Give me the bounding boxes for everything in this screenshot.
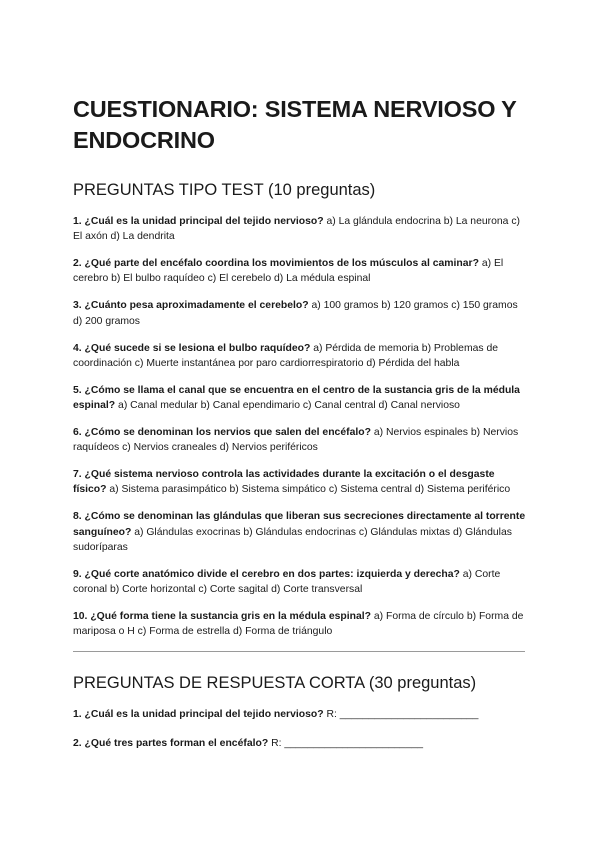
question-text: 5. ¿Cómo se llama el canal que se encuentra en el centro de la sustancia gris de la médula espinal?: [73, 384, 520, 412]
answer-options: a) La glándula endocrina b) La neurona c) El axón d) La dendrita: [73, 216, 520, 243]
short-answer-question: [73, 736, 528, 751]
test-question: [73, 467, 528, 498]
question-text: 7. ¿Qué sistema nervioso controla las actividades durante la excitación o el desgaste físico?: [73, 469, 495, 496]
answer-blank: R: ________________________: [268, 738, 424, 750]
question-text: 1. ¿Cuál es la unidad principal del tejido nervioso?: [73, 216, 324, 227]
document-page: [73, 94, 528, 765]
test-question: [73, 341, 528, 372]
test-question: [73, 609, 528, 640]
test-question: [73, 256, 528, 287]
answer-options: a) Forma de círculo b) Forma de mariposa o H c) Forma de estrella d) Forma de triángulo: [73, 610, 524, 638]
question-text: 1. ¿Cuál es la unidad principal del tejido nervioso?: [73, 709, 324, 721]
test-question-list: [73, 214, 528, 640]
short-answer-question: [73, 707, 528, 722]
test-question: [73, 298, 528, 329]
question-text: 9. ¿Qué corte anatómico divide el cerebro en dos partes: izquierda y derecha?: [73, 568, 460, 580]
question-text: 3. ¿Cuánto pesa aproximadamente el cerebelo?: [73, 300, 309, 312]
answer-options: a) Pérdida de memoria b) Problemas de coordinación c) Muerte instantánea por paro cardiorrespiratorio d) Pérdida del habla: [73, 342, 499, 369]
short-answer-list: [73, 707, 528, 751]
question-text: 8. ¿Cómo se denominan las glándulas que liberan sus secreciones directamente al torrente sanguíneo?: [73, 511, 526, 538]
answer-options: a) 100 gramos b) 120 gramos c) 150 gramos d) 200 gramos: [73, 300, 518, 327]
section-heading-test: PREGUNTAS TIPO TEST (10 preguntas): [73, 181, 376, 199]
test-question: [73, 214, 528, 245]
answer-options: a) Nervios espinales b) Nervios raquídeos c) Nervios craneales d) Nervios periféricos: [73, 426, 519, 454]
answer-blank: R: ________________________: [323, 709, 479, 721]
answer-options: a) Canal medular b) Canal ependimario c) Canal central d) Canal nervioso: [115, 400, 460, 412]
answer-options: a) Corte coronal b) Corte horizontal c) Corte sagital d) Corte transversal: [73, 568, 501, 596]
question-text: 6. ¿Cómo se denominan los nervios que salen del encéfalo?: [73, 426, 371, 438]
test-question: [73, 425, 528, 456]
document-title: CUESTIONARIO: SISTEMA NERVIOSO Y ENDOCRINO: [73, 96, 517, 153]
question-text: 4. ¿Qué sucede si se lesiona el bulbo raquídeo?: [73, 342, 311, 354]
test-question: [73, 567, 528, 598]
test-question: [73, 383, 528, 414]
question-text: 10. ¿Qué forma tiene la sustancia gris en la médula espinal?: [73, 610, 371, 622]
question-text: 2. ¿Qué parte del encéfalo coordina los movimientos de los músculos al caminar?: [73, 258, 479, 270]
section-divider: [73, 651, 525, 652]
question-text: 2. ¿Qué tres partes forman el encéfalo?: [73, 738, 269, 750]
answer-options: a) Glándulas exocrinas b) Glándulas endocrinas c) Glándulas mixtas d) Glándulas sudoríparas: [73, 526, 512, 553]
answer-options: a) Sistema parasimpático b) Sistema simpático c) Sistema central d) Sistema periférico: [106, 484, 511, 496]
answer-options: a) El cerebro b) El bulbo raquídeo c) El cerebelo d) La médula espinal: [73, 258, 504, 285]
test-question: [73, 509, 528, 555]
section-heading-short-answer: PREGUNTAS DE RESPUESTA CORTA (30 preguntas): [73, 674, 477, 693]
